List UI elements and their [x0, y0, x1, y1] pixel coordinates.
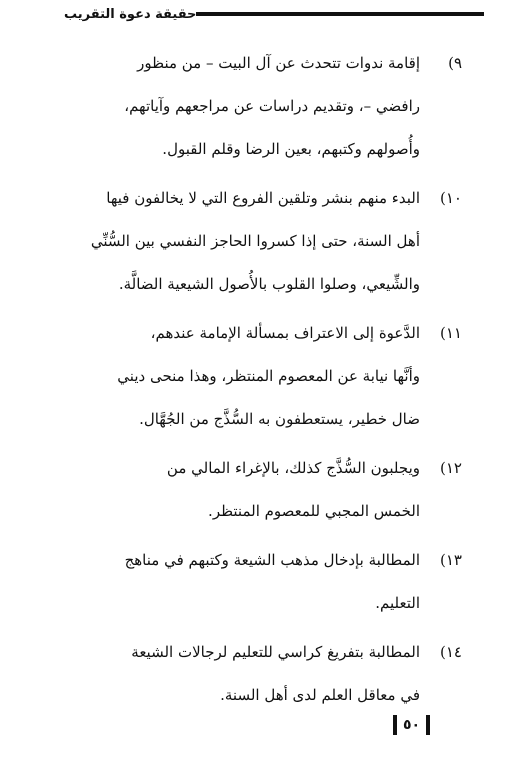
item-number: ٩)	[448, 54, 462, 72]
list-item	[58, 42, 462, 171]
item-number: ١٠)	[440, 189, 462, 207]
running-title: حقيقة دعوة التقريب	[64, 6, 197, 22]
page-number-bar-right	[426, 715, 430, 735]
page-content	[58, 42, 462, 723]
item-number: ١٣)	[440, 551, 462, 569]
page-header	[58, 6, 484, 22]
item-line: وأُصولهم وكتبهم، بعين الرضا وقلم القبول.	[162, 140, 420, 158]
list-item	[58, 631, 462, 717]
item-line: ويجلبون السُّذَّج كذلك، بالإغراء المالي من	[166, 459, 420, 477]
page-number-bar-left	[393, 715, 397, 735]
item-line: وأنَّها نيابة عن المعصوم المنتظر، وهذا منحى ديني	[117, 367, 420, 385]
item-line: أهل السنة، حتى إذا كسروا الحاجز النفسي بين السُّنِّي	[90, 232, 420, 250]
page-footer	[393, 715, 430, 735]
page-number-box	[393, 715, 430, 735]
item-number: ١٢)	[440, 459, 462, 477]
item-line: ضال خطير، يستعطفون به السُّذَّج من الجُهَّال.	[139, 410, 420, 428]
item-line: المطالبة بإدخال مذهب الشيعة وكتبهم في مناهج	[124, 551, 420, 569]
list-item	[58, 539, 462, 625]
item-line: الدَّعوة إلى الاعتراف بمسألة الإمامة عندهم،	[150, 324, 420, 342]
item-line: البدء منهم بنشر وتلقين الفروع التي لا يخالفون فيها	[106, 189, 420, 207]
item-line: إقامة ندوات تتحدث عن آل البيت – من منظور	[137, 54, 420, 72]
item-line: في معاقل العلم لدى أهل السنة.	[220, 686, 420, 704]
page-number: ٥٠	[403, 717, 421, 733]
item-line: رافضي –، وتقديم دراسات عن مراجعهم وآياتهم،	[124, 97, 420, 115]
list-item	[58, 177, 462, 306]
item-line: المطالبة بتفريغ كراسي للتعليم لرجالات الشيعة	[131, 643, 420, 661]
item-number: ١١)	[440, 324, 462, 342]
item-line: التعليم.	[375, 594, 420, 612]
header-rule	[196, 12, 484, 16]
item-number: ١٤)	[440, 643, 462, 661]
list-item	[58, 312, 462, 441]
item-line: الخمس المجبي للمعصوم المنتظر.	[208, 502, 420, 520]
list-item	[58, 447, 462, 533]
item-line: والشِّيعي، وصلوا القلوب بالأُصول الشيعية الضالَّة.	[118, 275, 420, 293]
